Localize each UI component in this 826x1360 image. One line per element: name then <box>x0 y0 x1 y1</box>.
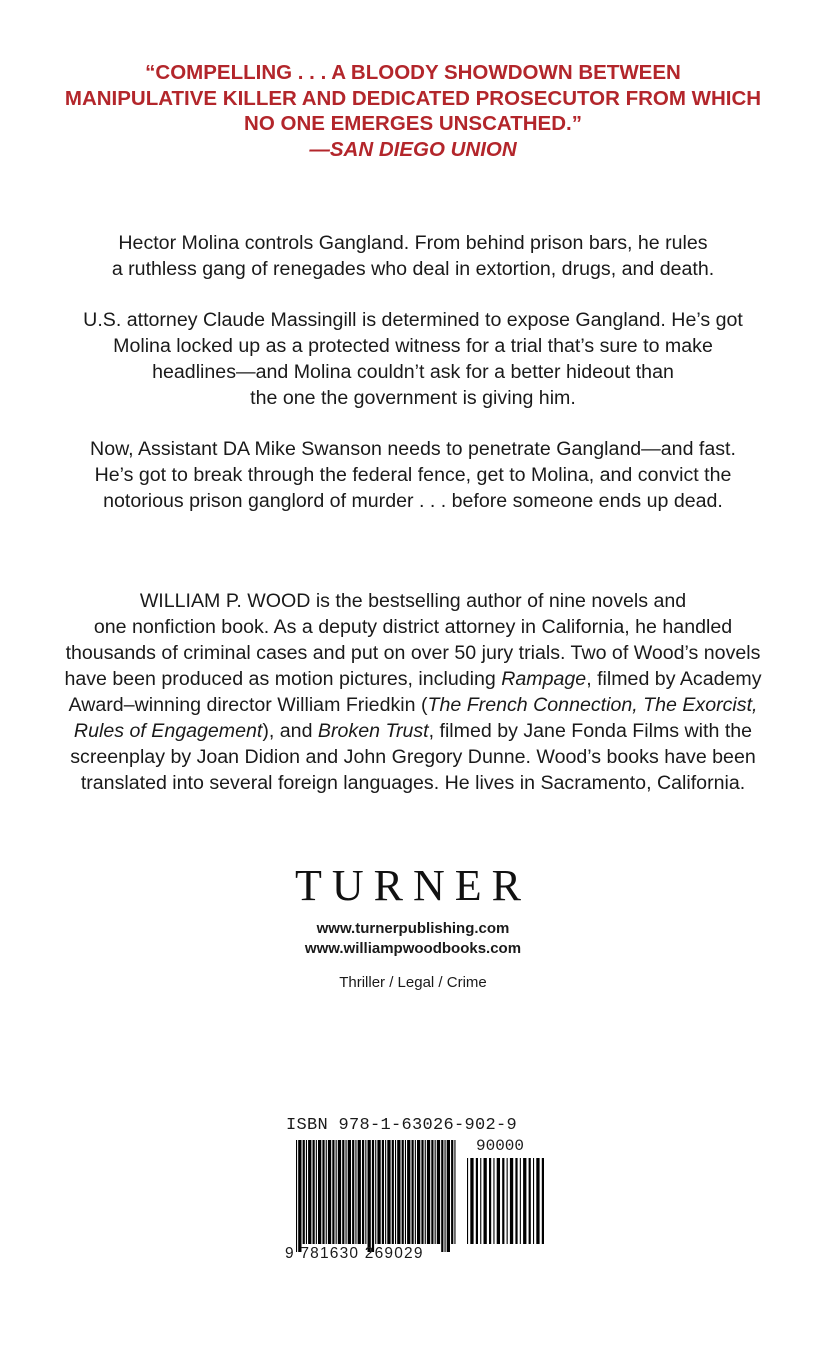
barcode-bar <box>493 1158 494 1244</box>
barcode-bar <box>377 1140 380 1244</box>
bio-line: screenplay by Joan Didion and John Gregory Dunne. Wood’s books have been <box>70 746 756 768</box>
barcode-bar <box>372 1140 374 1252</box>
barcode-bar <box>533 1158 534 1244</box>
barcode-bar <box>520 1158 521 1244</box>
bio-line: , filmed by Jane Fonda Films with the <box>428 720 753 742</box>
author-bio <box>20 588 806 796</box>
book-title-rampage: Rampage <box>501 668 587 690</box>
blurb-line-3: NO ONE EMERGES UNSCATHED.” <box>244 112 582 135</box>
price-addon-label: 90000 <box>476 1137 525 1155</box>
barcode-bar <box>402 1140 404 1244</box>
barcode-bar <box>355 1140 356 1244</box>
barcode-bar <box>298 1140 301 1252</box>
barcode-bar <box>497 1158 500 1244</box>
barcode-bar <box>322 1140 324 1244</box>
barcode-bar <box>385 1140 386 1244</box>
barcode-bar <box>318 1140 321 1244</box>
bio-line: ), and <box>262 720 318 742</box>
barcode-bar <box>507 1158 508 1244</box>
description-paragraph-3 <box>30 436 796 514</box>
barcode-bar <box>510 1158 513 1244</box>
barcode-bar <box>375 1140 376 1244</box>
barcode-bar <box>484 1158 487 1244</box>
barcode-bar <box>523 1158 526 1244</box>
barcode-bar <box>336 1140 337 1244</box>
barcode-bar <box>417 1140 420 1244</box>
barcode-bar <box>502 1158 504 1244</box>
barcode-bar <box>489 1158 491 1244</box>
barcode-bar <box>536 1158 539 1244</box>
bio-line: translated into several foreign languages. He lives in Sacramento, California. <box>80 772 746 794</box>
description-line: headlines—and Molina couldn’t ask for a better hideout than <box>152 361 674 383</box>
genre-label: Thriller / Legal / Crime <box>339 974 487 991</box>
barcode-bar <box>306 1140 307 1244</box>
bio-line: one nonfiction book. As a deputy district attorney in California, he handled <box>93 616 733 638</box>
barcode-bar <box>358 1140 361 1244</box>
barcode-bar <box>342 1140 344 1244</box>
description-line: the one the government is giving him. <box>250 387 576 409</box>
barcode-bar <box>467 1158 468 1244</box>
publisher-url-link[interactable]: www.turnerpublishing.com <box>316 920 510 937</box>
barcode-bar <box>407 1140 410 1244</box>
barcode-bar <box>328 1140 331 1244</box>
barcode-bar <box>392 1140 394 1244</box>
barcode-bar <box>368 1140 371 1252</box>
barcode-bar <box>316 1140 317 1244</box>
bio-line: WILLIAM P. WOOD is the bestselling author of nine novels and <box>139 590 687 612</box>
barcode-bar <box>313 1140 315 1244</box>
author-url-link[interactable]: www.williampwoodbooks.com <box>304 940 522 957</box>
description-line: U.S. attorney Claude Massingill is determined to expose Gangland. He’s got <box>83 309 743 331</box>
barcode-bar <box>476 1158 478 1244</box>
barcode-bar <box>441 1140 443 1252</box>
barcode-bar <box>431 1140 433 1244</box>
barcode-bar <box>348 1140 351 1244</box>
barcode-bar <box>515 1158 517 1244</box>
barcode-bar <box>352 1140 354 1244</box>
blurb-line-2: MANIPULATIVE KILLER AND DEDICATED PROSECUTOR FROM WHICH <box>64 86 762 110</box>
barcode-bar <box>470 1158 473 1244</box>
isbn-label: ISBN 978-1-63026-902-9 <box>286 1116 518 1135</box>
barcode-bar <box>397 1140 400 1244</box>
publisher-logo: TURNER <box>295 861 531 910</box>
barcode-bar <box>362 1140 364 1244</box>
description-line: Molina locked up as a protected witness for a trial that’s sure to make <box>113 335 713 357</box>
review-blurb <box>0 60 826 162</box>
description-paragraph-2 <box>30 307 796 411</box>
description-line: Hector Molina controls Gangland. From behind prison bars, he rules <box>118 232 708 254</box>
addon-barcode <box>467 1158 547 1258</box>
isbn-barcode <box>296 1140 458 1252</box>
barcode-bar <box>332 1140 334 1244</box>
barcode-bar <box>387 1140 390 1244</box>
barcode-bar <box>365 1140 366 1244</box>
bio-line: thousands of criminal cases and put on over 50 jury trials. Two of Wood’s novels <box>65 642 761 664</box>
barcode-bar <box>480 1158 481 1244</box>
barcode-bar <box>382 1140 384 1244</box>
barcode-bar <box>437 1140 440 1244</box>
barcode-bar <box>415 1140 416 1244</box>
barcode-bar <box>303 1140 305 1244</box>
barcode-bar <box>435 1140 436 1244</box>
film-titles: The French Connection, The Exorcist, <box>427 694 758 716</box>
bio-line: Award–winning director William Friedkin ( <box>68 694 428 716</box>
film-title-rules: Rules of Engagement <box>73 720 263 742</box>
book-title-broken-trust: Broken Trust <box>317 720 429 742</box>
barcode-digits: 9 781630 269029 <box>285 1245 424 1262</box>
barcode-bar <box>308 1140 311 1244</box>
description-line: He’s got to break through the federal fence, get to Molina, and convict the <box>94 464 732 486</box>
bio-line: , filmed by Academy <box>586 668 762 690</box>
barcode-bar <box>542 1158 544 1244</box>
description-line: Now, Assistant DA Mike Swanson needs to penetrate Gangland—and fast. <box>90 438 736 460</box>
blurb-attribution: —SAN DIEGO UNION <box>309 137 517 161</box>
barcode-bar <box>447 1140 450 1252</box>
description-paragraph-1 <box>30 230 796 282</box>
barcode-bar <box>346 1140 347 1244</box>
bio-line: have been produced as motion pictures, including <box>64 668 502 690</box>
description-line: a ruthless gang of renegades who deal in extortion, drugs, and death. <box>111 258 715 280</box>
barcode-bar <box>445 1140 446 1252</box>
blurb-line-1: “COMPELLING . . . A BLOODY SHOWDOWN BETWEEN <box>145 61 681 84</box>
barcode-bar <box>529 1158 531 1244</box>
barcode-bar <box>421 1140 423 1244</box>
barcode-bar <box>412 1140 414 1244</box>
publisher-urls <box>0 919 826 959</box>
barcode-bar <box>454 1140 455 1244</box>
description-line: notorious prison ganglord of murder . . . before someone ends up dead. <box>103 490 723 512</box>
barcode-bar <box>405 1140 406 1244</box>
barcode-bar <box>326 1140 327 1244</box>
barcode-bar <box>425 1140 426 1244</box>
barcode-bar <box>338 1140 341 1244</box>
barcode-bar <box>451 1140 453 1244</box>
book-description <box>30 230 796 539</box>
barcode-bar <box>427 1140 430 1244</box>
barcode-bar <box>395 1140 396 1244</box>
barcode-bar <box>296 1140 297 1252</box>
